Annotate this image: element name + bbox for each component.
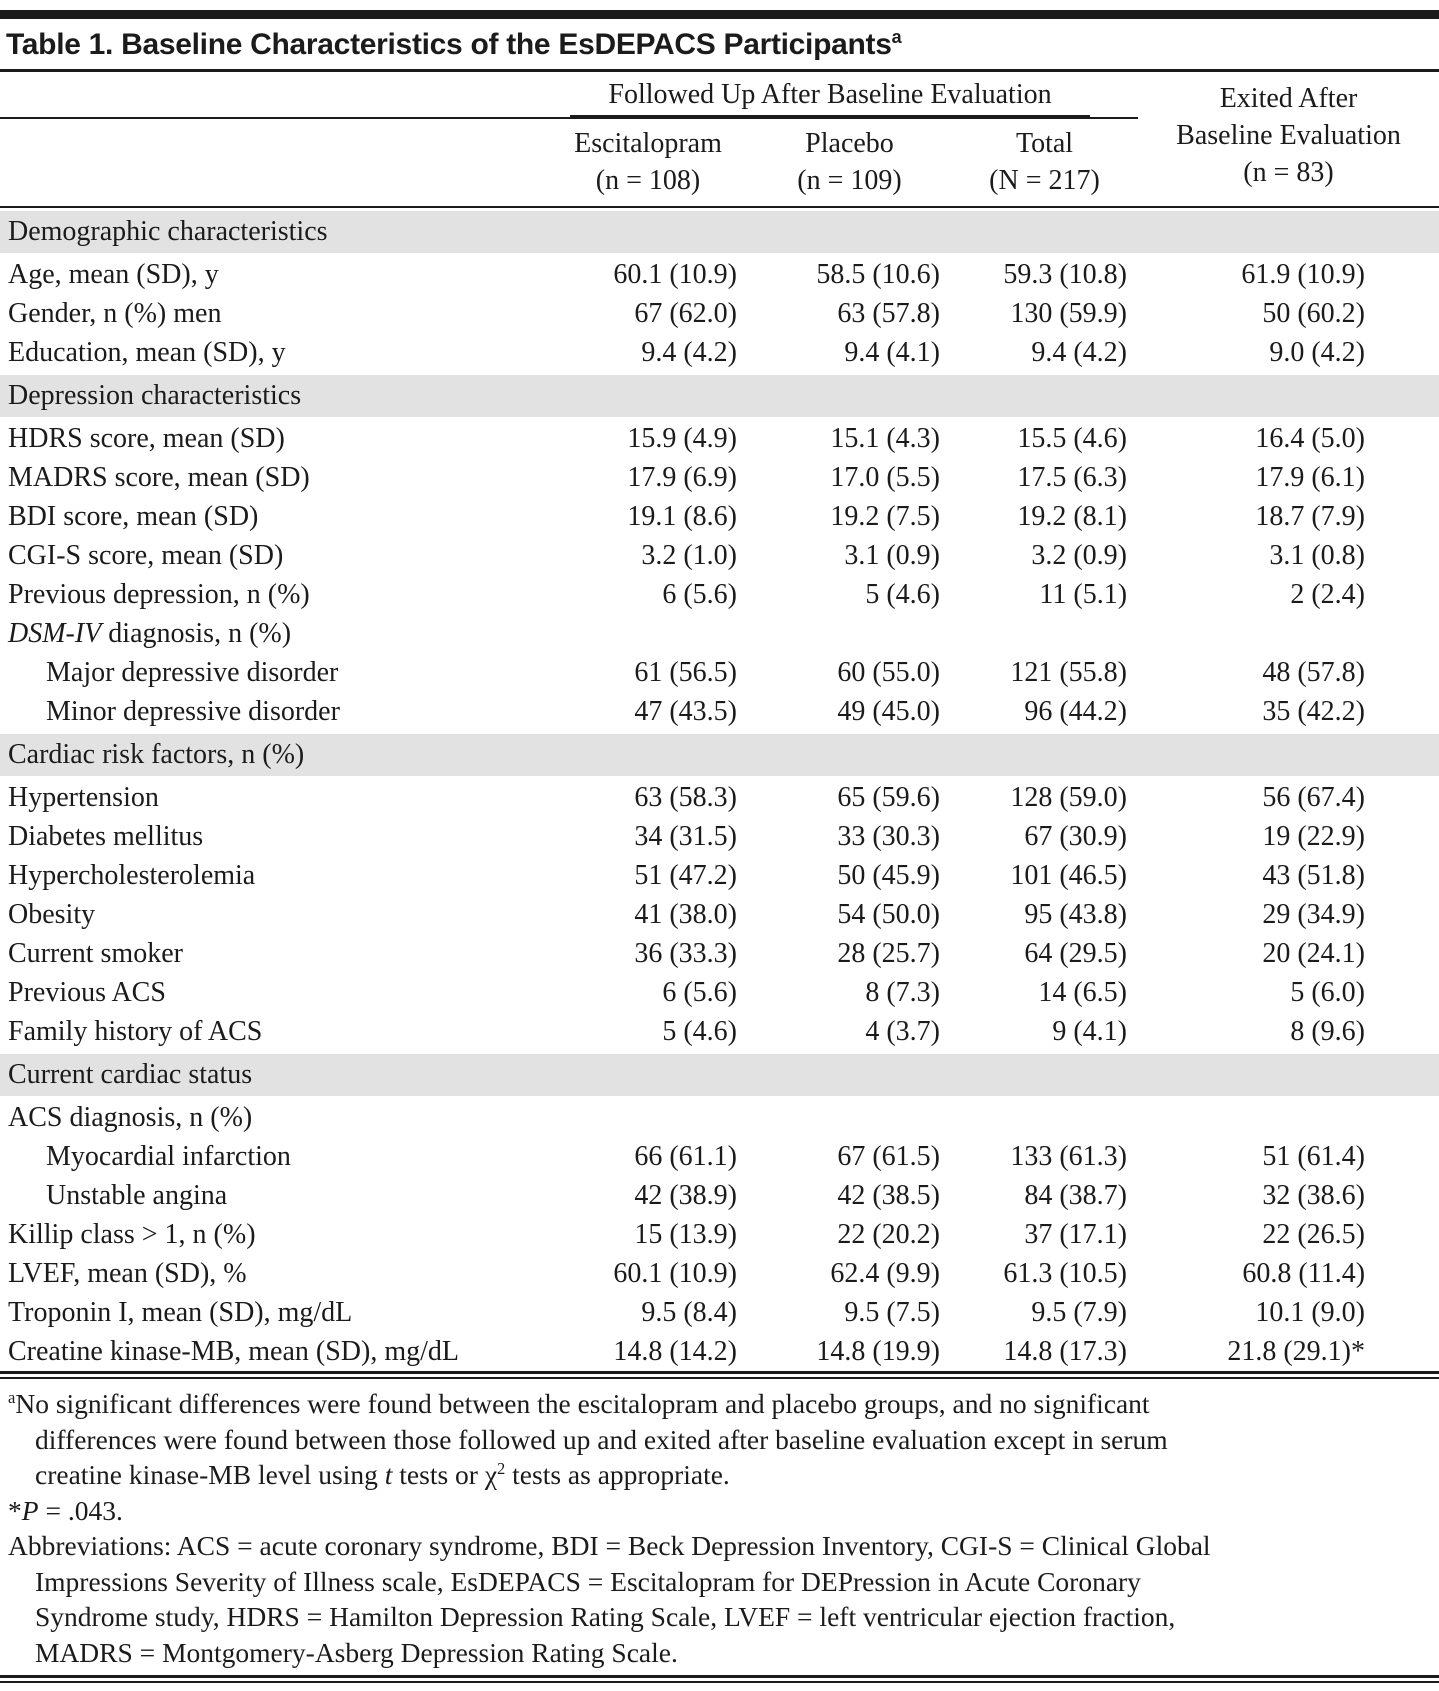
value-cell: 51 (61.4) [1262,1141,1366,1172]
value-cell: 17.9 (6.1) [1255,462,1366,493]
table-row [0,419,1439,458]
value-cell: 130 (59.9) [1010,298,1128,329]
value-cell: 61.9 (10.9) [1241,259,1366,290]
figure-bottom-rule [0,1675,1439,1683]
row-label: HDRS score, mean (SD) [8,423,285,454]
table-header [0,72,1439,207]
row-label: Unstable angina [46,1180,228,1211]
footnote-line: Impressions Severity of Illness scale, EsDEPACS = Escitalopram for DEPression in Acute Coronary [35,1565,1141,1597]
value-cell: 32 (38.6) [1262,1180,1366,1211]
table-row [0,934,1439,973]
total-header-label: Total [1015,128,1074,159]
value-cell: 3.2 (0.9) [1031,540,1128,571]
value-cell: 3.1 (0.9) [844,540,940,571]
value-cell: 63 (58.3) [634,782,737,813]
value-cell: 60 (55.0) [837,657,940,688]
table-row [0,856,1439,895]
value-cell: 15.5 (4.6) [1017,423,1128,454]
section-header: Demographic characteristics [0,211,1439,253]
table-row [0,614,1439,653]
value-cell: 6 (5.6) [662,579,737,610]
value-cell [1138,614,1439,653]
table-row [0,973,1439,1012]
value-cell: 63 (57.8) [837,298,940,329]
placebo-header-n: (n = 109) [797,165,902,196]
value-cell: 35 (42.2) [1262,696,1366,727]
value-cell: 61.3 (10.5) [1003,1258,1128,1289]
row-label: Major depressive disorder [46,657,339,688]
value-cell: 50 (45.9) [837,860,940,891]
group-header-cell [548,72,1138,118]
value-cell: 95 (43.8) [1024,899,1128,930]
value-cell: 67 (30.9) [1024,821,1128,852]
value-cell: 49 (45.0) [837,696,940,727]
table-row [0,333,1439,372]
table-row [0,294,1439,333]
value-cell: 9.5 (7.9) [1031,1297,1128,1328]
value-cell [548,1098,748,1137]
footnote-line: creatine kinase-MB level using t tests or $\chi^2$ tests as appropriate. [35,1458,730,1490]
row-label: Diabetes mellitus [8,821,204,852]
group-header-label: Followed Up After Baseline Evaluation [570,80,1090,117]
value-cell: 17.5 (6.3) [1017,462,1128,493]
value-cell: 56 (67.4) [1262,782,1366,813]
value-cell: 37 (17.1) [1024,1219,1128,1250]
row-label: Family history of ACS [8,1016,263,1047]
value-cell [1138,1098,1439,1137]
column-header-escitalopram [548,118,748,207]
section-header: Depression characteristics [0,375,1439,417]
value-cell: 41 (38.0) [634,899,737,930]
value-cell: 66 (61.1) [634,1141,737,1172]
table-row [0,1215,1439,1254]
value-cell: 3.1 (0.8) [1269,540,1366,571]
header-spacer [0,118,548,207]
row-label: ACS diagnosis, n (%) [8,1102,253,1133]
value-cell: 59.3 (10.8) [1003,259,1128,290]
value-cell: 9.5 (7.5) [844,1297,940,1328]
value-cell: 29 (34.9) [1262,899,1366,930]
table-row [0,1176,1439,1215]
value-cell [748,1098,951,1137]
table-title-text: Table 1. Baseline Characteristics of the EsDEPACS Participants [6,28,892,61]
table-body [0,207,1439,1371]
table-row [0,653,1439,692]
row-label: Hypertension [8,782,159,813]
value-cell: 19.2 (8.1) [1017,501,1128,532]
value-cell: 34 (31.5) [634,821,737,852]
value-cell: 17.0 (5.5) [830,462,940,493]
value-cell: 5 (4.6) [662,1016,737,1047]
value-cell: 67 (61.5) [837,1141,940,1172]
placebo-header-label: Placebo [805,128,894,159]
escitalopram-header-label: Escitalopram [574,128,722,159]
baseline-characteristics-table [0,72,1439,1371]
value-cell: 19.1 (8.6) [627,501,737,532]
group-header-row [0,72,1439,118]
value-cell: 61 (56.5) [634,657,737,688]
row-label: Obesity [8,899,96,930]
value-cell: 15.1 (4.3) [830,423,940,454]
value-cell: 16.4 (5.0) [1255,423,1366,454]
value-cell: 65 (59.6) [837,782,940,813]
value-cell: 96 (44.2) [1024,696,1128,727]
value-cell: 51 (47.2) [634,860,737,891]
table-row [0,1332,1439,1371]
footnote-line: MADRS = Montgomery-Asberg Depression Rating Scale. [35,1636,678,1668]
value-cell [748,614,951,653]
value-cell: 9.4 (4.2) [1031,337,1128,368]
section-header: Cardiac risk factors, n (%) [0,734,1439,776]
value-cell: 8 (9.6) [1290,1016,1366,1047]
table-row [0,1012,1439,1051]
row-label: Age, mean (SD), y [8,259,219,290]
value-cell: 47 (43.5) [634,696,737,727]
value-cell: 60.8 (11.4) [1242,1258,1366,1289]
value-cell: 60.1 (10.9) [613,1258,737,1289]
section-header: Current cardiac status [0,1054,1439,1096]
value-cell [548,614,748,653]
exited-header-line2: Baseline Evaluation [1176,120,1401,151]
value-cell: 42 (38.5) [837,1180,940,1211]
footnote-line: *P = .043. [8,1494,123,1526]
exited-header-n: (n = 83) [1243,157,1334,188]
value-cell: 19 (22.9) [1262,821,1366,852]
row-label: BDI score, mean (SD) [8,501,259,532]
table-figure [0,10,1439,1691]
value-cell [951,614,1138,653]
value-cell: 54 (50.0) [837,899,940,930]
value-cell: 18.7 (7.9) [1255,501,1366,532]
table-row [0,1137,1439,1176]
table-row [0,1254,1439,1293]
table-row [0,575,1439,614]
header-spacer [0,72,548,118]
value-cell: 101 (46.5) [1010,860,1128,891]
value-cell: 36 (33.3) [634,938,737,969]
row-label: Previous ACS [8,977,166,1008]
footnote-line: Abbreviations: ACS = acute coronary syndrome, BDI = Beck Depression Inventory, CGI-S = Clinical Global [8,1530,1211,1561]
value-cell: 9.4 (4.1) [844,337,940,368]
footnote-line: Syndrome study, HDRS = Hamilton Depression Rating Scale, LVEF = left ventricular ejection fraction, [35,1601,1176,1632]
value-cell: 4 (3.7) [865,1016,940,1047]
exited-header-line1: Exited After [1219,83,1358,114]
column-header-exited [1138,72,1439,207]
section-header-row [0,207,1439,255]
value-cell: 9.4 (4.2) [641,337,737,368]
value-cell: 14.8 (17.3) [1003,1336,1128,1367]
bottom-margin [0,1683,1439,1691]
row-label: Current smoker [8,938,183,969]
table-row [0,817,1439,856]
value-cell: 15.9 (4.9) [627,423,737,454]
table-bottom-rule [0,1371,1439,1379]
value-cell: 5 (6.0) [1290,977,1366,1008]
value-cell: 9.0 (4.2) [1269,337,1366,368]
table-row [0,536,1439,575]
table-row [0,778,1439,817]
value-cell: 22 (20.2) [837,1219,940,1250]
value-cell: 121 (55.8) [1010,657,1128,688]
value-cell: 5 (4.6) [865,579,940,610]
value-cell: 14.8 (14.2) [613,1336,737,1367]
table-row [0,692,1439,731]
table-row [0,1293,1439,1332]
row-label: Killip class > 1, n (%) [8,1219,256,1250]
section-header-row [0,731,1439,778]
escitalopram-header-n: (n = 108) [595,165,701,196]
table-row [0,1098,1439,1137]
footnote-line: $^a$No significant differences were found between the escitalopram and placebo groups, and no significant [8,1387,1150,1419]
value-cell: 50 (60.2) [1262,298,1366,329]
value-cell: 14.8 (19.9) [816,1336,940,1367]
value-cell: 43 (51.8) [1262,860,1366,891]
value-cell: 9 (4.1) [1052,1016,1128,1047]
value-cell: 10.1 (9.0) [1255,1297,1366,1328]
value-cell: 15 (13.9) [634,1219,737,1250]
table-row [0,895,1439,934]
row-label: DSM-IV diagnosis, n (%) [8,618,292,649]
section-header-row [0,1051,1439,1098]
value-cell: 2 (2.4) [1290,579,1366,610]
top-rule [0,10,1439,19]
column-header-placebo [748,118,951,207]
table-row [0,255,1439,294]
value-cell: 6 (5.6) [662,977,737,1008]
row-label: Myocardial infarction [46,1141,291,1172]
table-title-footnote-marker: a [891,27,902,47]
value-cell: 133 (61.3) [1010,1141,1128,1172]
value-cell: 128 (59.0) [1010,782,1128,813]
column-header-total [951,118,1138,207]
value-cell: 62.4 (9.9) [830,1258,940,1289]
table-row [0,458,1439,497]
row-label: MADRS score, mean (SD) [8,462,310,493]
row-label: CGI-S score, mean (SD) [8,540,284,571]
row-label: Troponin I, mean (SD), mg/dL [8,1297,353,1328]
row-label: LVEF, mean (SD), % [8,1258,247,1289]
row-label: Education, mean (SD), y [8,337,286,368]
value-cell: 11 (5.1) [1039,579,1128,610]
value-cell: 22 (26.5) [1262,1219,1366,1250]
total-header-n: (N = 217) [989,165,1100,196]
value-cell: 84 (38.7) [1024,1180,1128,1211]
row-label: Minor depressive disorder [46,696,340,727]
value-cell: 64 (29.5) [1024,938,1128,969]
value-cell: 48 (57.8) [1262,657,1366,688]
value-cell: 3.2 (1.0) [641,540,737,571]
value-cell: 20 (24.1) [1262,938,1366,969]
value-cell: 28 (25.7) [837,938,940,969]
value-cell: 19.2 (7.5) [830,501,940,532]
value-cell: 67 (62.0) [634,298,737,329]
row-label: Hypercholesterolemia [8,860,256,891]
row-label: Gender, n (%) men [8,298,222,329]
section-header-row [0,372,1439,419]
value-cell: 21.8 (29.1)* [1227,1336,1366,1367]
table-title [0,19,1439,69]
value-cell: 17.9 (6.9) [627,462,737,493]
value-cell: 60.1 (10.9) [613,259,737,290]
footnotes [0,1379,1439,1675]
value-cell: 42 (38.9) [634,1180,737,1211]
table-row [0,497,1439,536]
value-cell: 33 (30.3) [837,821,940,852]
value-cell [951,1098,1138,1137]
value-cell: 8 (7.3) [865,977,940,1008]
row-label: Creatine kinase-MB, mean (SD), mg/dL [8,1336,460,1367]
value-cell: 58.5 (10.6) [816,259,940,290]
value-cell: 14 (6.5) [1038,977,1128,1008]
value-cell: 9.5 (8.4) [641,1297,737,1328]
footnote-line: differences were found between those followed up and exited after baseline evaluation except in serum [35,1423,1168,1455]
row-label: Previous depression, n (%) [8,579,310,610]
